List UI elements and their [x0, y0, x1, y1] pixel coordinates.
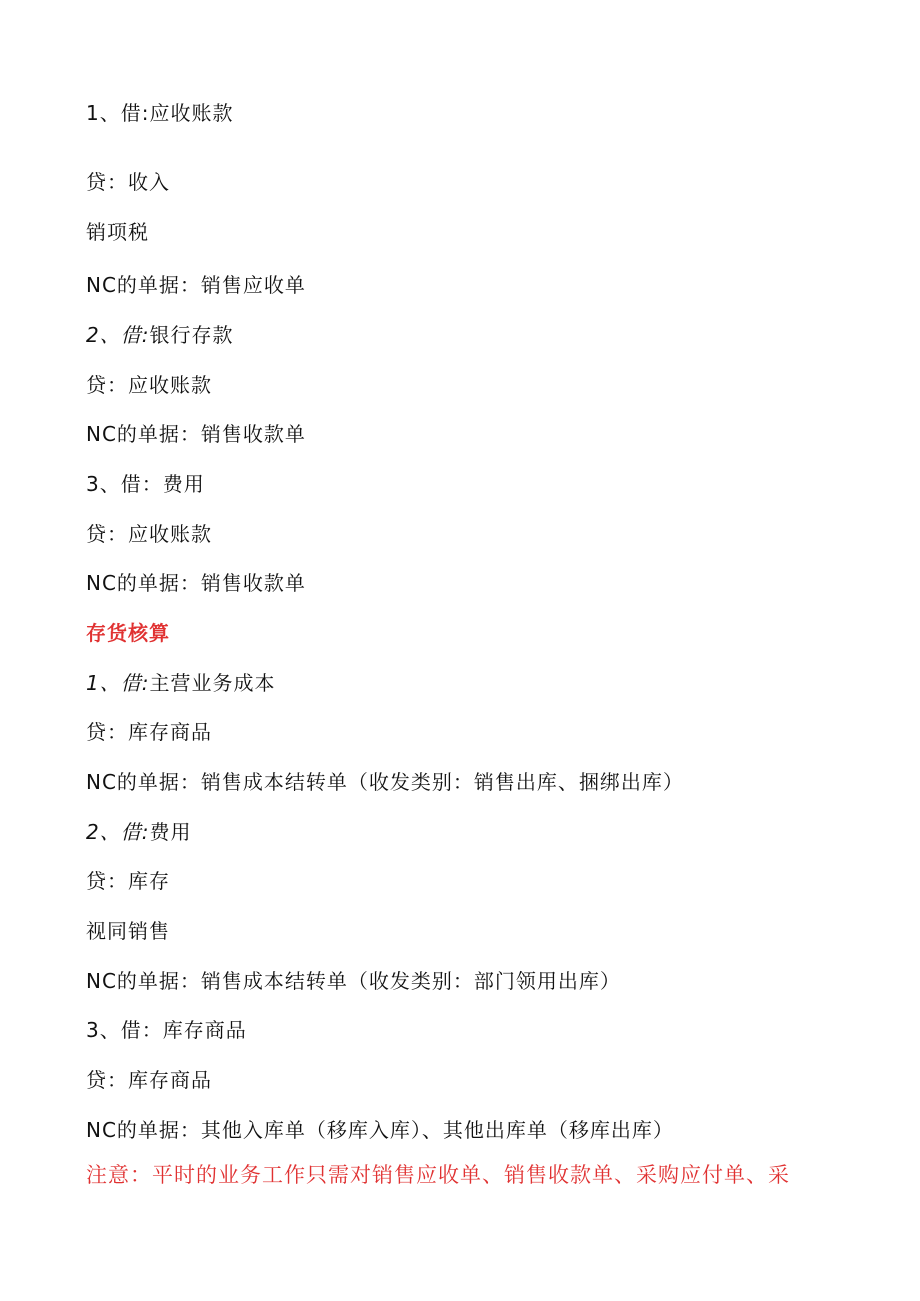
line-1-number: 1、: [86, 101, 121, 125]
line-6: 贷：应收账款: [86, 373, 212, 397]
line-9: 贷：应收账款: [86, 522, 212, 546]
line-5: [86, 321, 233, 349]
section-heading-inventory: 存货核算: [86, 621, 170, 645]
line-15-prefix: 借:: [120, 820, 150, 844]
line-1: [86, 99, 233, 127]
line-19: 3、借：库存商品: [86, 1018, 247, 1042]
note-line: 注意：平时的业务工作只需对销售应收单、销售收款单、采购应付单、采: [86, 1163, 790, 1187]
line-16: 贷：库存: [86, 869, 170, 893]
line-10: NC的单据：销售收款单: [86, 571, 306, 595]
line-5-number: 2、: [86, 323, 121, 347]
line-8: 3、借：费用: [86, 472, 205, 496]
line-12-text: 主营业务成本: [149, 671, 276, 695]
line-14: NC的单据：销售成本结转单（收发类别：销售出库、捆绑出库）: [86, 770, 684, 794]
line-4: NC的单据：销售应收单: [86, 273, 306, 297]
line-1-text: 应收账款: [149, 101, 234, 125]
line-12-number: 1、: [86, 671, 121, 695]
line-15-text: 费用: [149, 820, 192, 844]
line-12: [86, 669, 275, 697]
line-5-text: 银行存款: [149, 323, 234, 347]
line-5-prefix: 借:: [120, 323, 150, 347]
line-21: NC的单据：其他入库单（移库入库）、其他出库单（移库出库）: [86, 1118, 674, 1142]
line-7: NC的单据：销售收款单: [86, 422, 306, 446]
line-17: 视同销售: [86, 919, 170, 943]
line-20: 贷：库存商品: [86, 1068, 212, 1092]
line-12-prefix: 借:: [120, 671, 150, 695]
line-3: 销项税: [86, 220, 149, 244]
line-15: [86, 818, 191, 846]
line-18: NC的单据：销售成本结转单（收发类别：部门领用出库）: [86, 969, 621, 993]
line-15-number: 2、: [86, 820, 121, 844]
line-13: 贷：库存商品: [86, 720, 212, 744]
line-1-prefix: 借:: [120, 101, 150, 125]
line-2: 贷：收入: [86, 170, 170, 194]
